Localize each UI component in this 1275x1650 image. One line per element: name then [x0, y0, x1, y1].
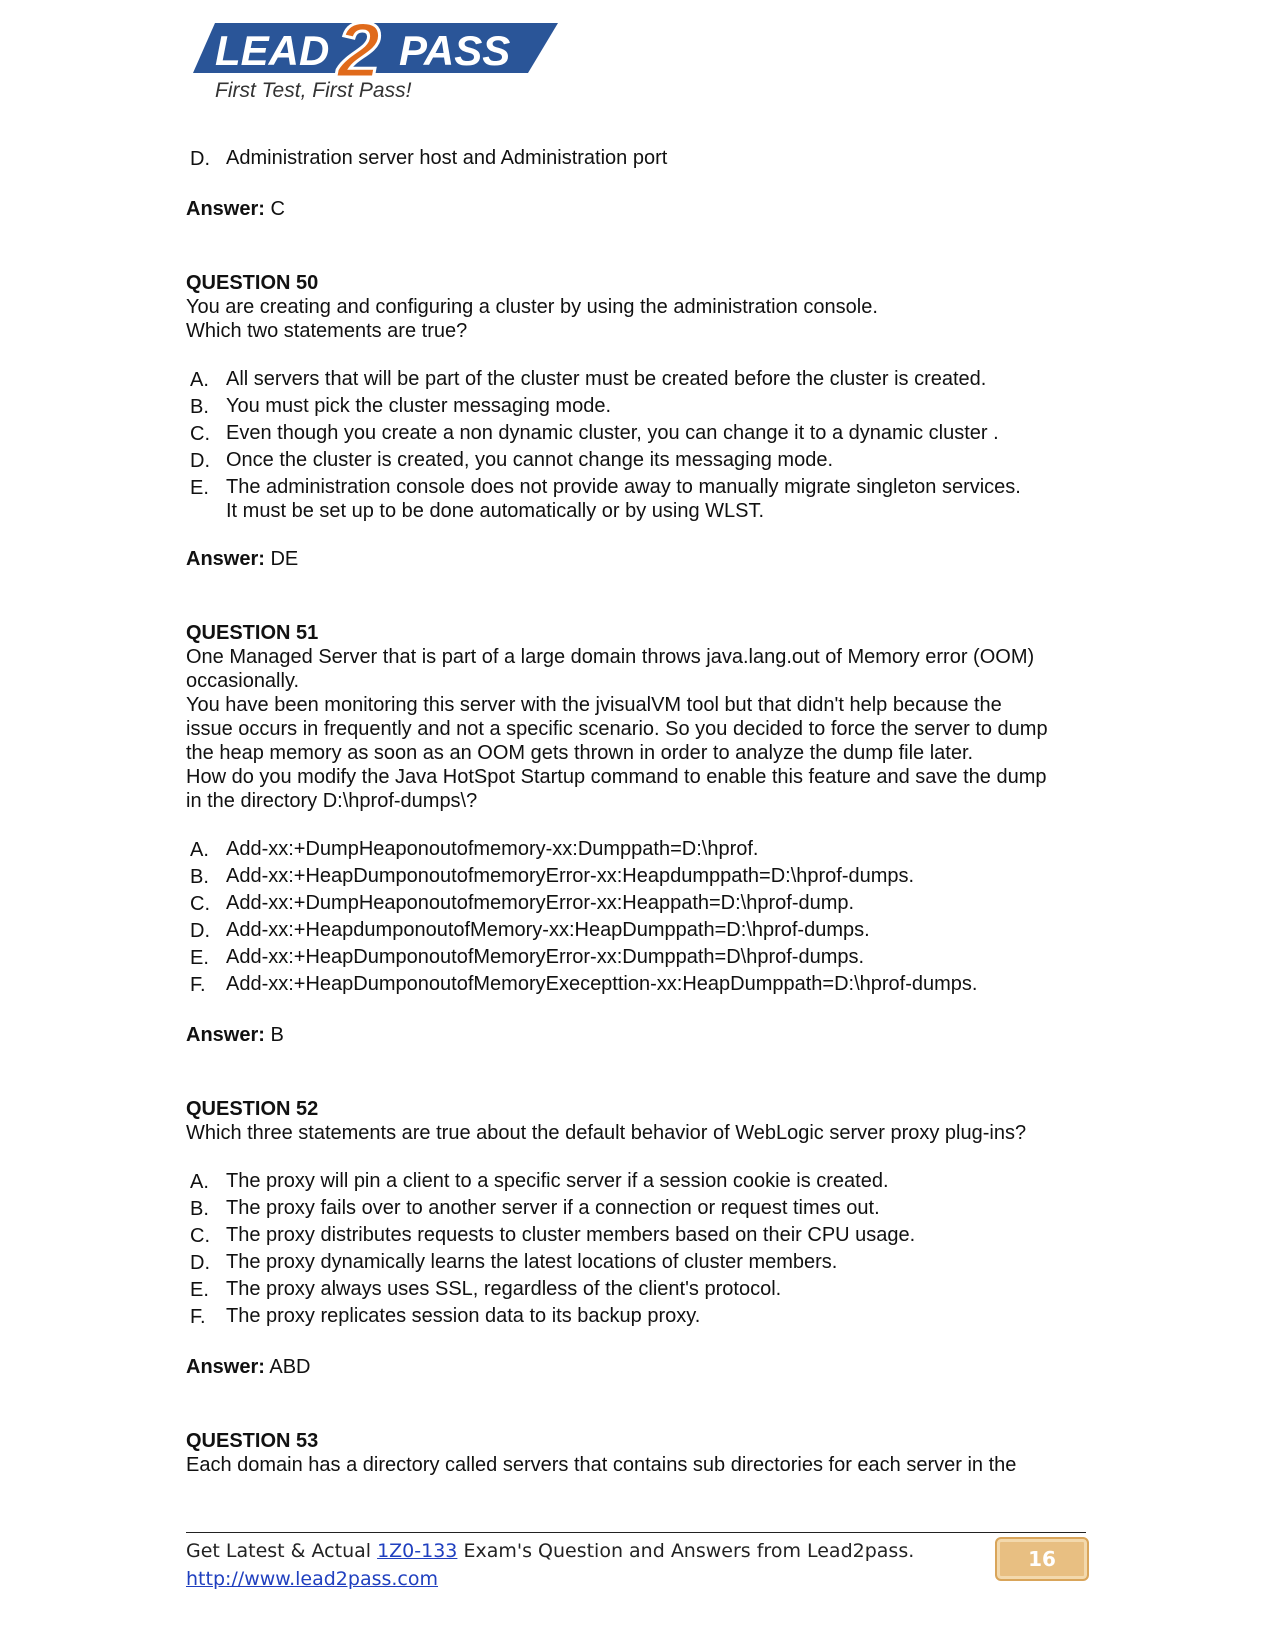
option-text — [226, 918, 1086, 945]
question-text-line: occasionally. — [186, 670, 300, 692]
option-letter: F. — [190, 974, 206, 996]
option-text-line: Add-xx:+HeapDumponoutofmemoryError-xx:Heapdumppath=D:\hprof-dumps. — [226, 865, 915, 887]
option-letter: E. — [190, 477, 209, 499]
option-letter: D. — [190, 148, 210, 170]
option-text-line: Add-xx:+DumpHeaponoutofmemory-xx:Dumppath=D:\hprof. — [226, 838, 759, 860]
logo-word-lead: LEAD — [215, 27, 330, 74]
option-letter: C. — [190, 423, 210, 445]
previous-question-tail — [186, 146, 1086, 221]
answer-option — [186, 448, 1086, 475]
option-letter: B. — [190, 396, 209, 418]
page-number-badge: 16 — [995, 1537, 1089, 1581]
document-body — [186, 146, 1086, 1477]
option-text — [226, 864, 1086, 891]
question-text-line: How do you modify the Java HotSpot Startup command to enable this feature and save the dump — [186, 766, 1047, 788]
option-text — [226, 146, 1086, 173]
option-letter: E. — [190, 947, 209, 969]
question-text-line: One Managed Server that is part of a large domain throws java.lang.out of Memory error (OOM) — [186, 646, 1035, 668]
website-link[interactable]: http://www.lead2pass.com — [186, 1568, 439, 1590]
option-text-line: The proxy dynamically learns the latest locations of cluster members. — [226, 1251, 838, 1273]
question-block — [186, 621, 1086, 1047]
footer-text-after: Exam's Question and Answers from Lead2pass. — [457, 1540, 915, 1562]
question-block — [186, 1429, 1086, 1477]
logo-digit-2: 2 — [337, 6, 381, 94]
option-text — [226, 394, 1086, 421]
option-text — [226, 421, 1086, 448]
option-text — [226, 837, 1086, 864]
answer-line — [186, 1355, 1086, 1379]
answer-value: ABD — [269, 1356, 311, 1378]
question-text-line: You have been monitoring this server with the jvisualVM tool but that didn't help because the — [186, 694, 1002, 716]
answer-options — [186, 146, 1086, 173]
page-footer — [186, 1537, 986, 1593]
option-text — [226, 891, 1086, 918]
answer-option — [186, 1223, 1086, 1250]
option-text-line: The administration console does not provide away to manually migrate singleton services. — [226, 476, 1021, 498]
answer-option — [186, 945, 1086, 972]
option-text-line: Add-xx:+HeapDumponoutofMemoryExecepttion-xx:HeapDumppath=D:\hprof-dumps. — [226, 973, 978, 995]
question-block — [186, 271, 1086, 571]
option-text — [226, 1277, 1086, 1304]
question-number: QUESTION 53 — [186, 1430, 319, 1452]
answer-line — [186, 1023, 1086, 1047]
option-letter: B. — [190, 866, 209, 888]
option-text — [226, 1196, 1086, 1223]
footer-line — [186, 1537, 986, 1565]
option-letter: F. — [190, 1306, 206, 1328]
option-text — [226, 1223, 1086, 1250]
answer-line — [186, 197, 1086, 221]
answer-label: Answer: — [186, 1024, 265, 1046]
answer-value: B — [270, 1024, 284, 1046]
option-text-line: Add-xx:+HeapDumponoutofMemoryError-xx:Dumppath=D\hprof-dumps. — [226, 946, 865, 968]
answer-option — [186, 1304, 1086, 1331]
question-text-line: You are creating and configuring a cluster by using the administration console. — [186, 296, 878, 318]
question-text-line: in the directory D:\hprof-dumps\? — [186, 790, 478, 812]
option-text — [226, 448, 1086, 475]
exam-code-link[interactable]: 1Z0-133 — [377, 1540, 458, 1562]
logo-word-pass: PASS — [399, 27, 511, 74]
option-text — [226, 945, 1086, 972]
answer-option — [186, 891, 1086, 918]
option-text — [226, 1250, 1086, 1277]
option-text-line: The proxy replicates session data to its backup proxy. — [226, 1305, 701, 1327]
option-letter: A. — [190, 1171, 209, 1193]
lead2pass-logo — [193, 5, 583, 115]
answer-options — [186, 1169, 1086, 1331]
answer-option — [186, 394, 1086, 421]
logo-tagline: First Test, First Pass! — [215, 79, 412, 102]
footer-divider — [186, 1532, 1086, 1533]
question-text-line: Which three statements are true about the default behavior of WebLogic server proxy plug-ins? — [186, 1122, 1027, 1144]
answer-option — [186, 972, 1086, 999]
question-number: QUESTION 51 — [186, 622, 319, 644]
question-text-line: Each domain has a directory called servers that contains sub directories for each server in the — [186, 1454, 1017, 1476]
answer-label: Answer: — [186, 1356, 265, 1378]
option-text-line: Once the cluster is created, you cannot change its messaging mode. — [226, 449, 834, 471]
answer-option — [186, 146, 1086, 173]
question-text-line: issue occurs in frequently and not a specific scenario. So you decided to force the server to dump — [186, 718, 1048, 740]
option-text-line: Add-xx:+HeapdumponoutofMemory-xx:HeapDumppath=D:\hprof-dumps. — [226, 919, 870, 941]
answer-option — [186, 837, 1086, 864]
answer-option — [186, 1277, 1086, 1304]
answer-option — [186, 1196, 1086, 1223]
option-letter: D. — [190, 450, 210, 472]
answer-label: Answer: — [186, 548, 265, 570]
answer-option — [186, 1250, 1086, 1277]
option-text-line: The proxy fails over to another server if a connection or request times out. — [226, 1197, 880, 1219]
question-number: QUESTION 52 — [186, 1098, 319, 1120]
option-text-line: Add-xx:+DumpHeaponoutofmemoryError-xx:Heappath=D:\hprof-dump. — [226, 892, 855, 914]
option-letter: E. — [190, 1279, 209, 1301]
option-letter: B. — [190, 1198, 209, 1220]
question-number: QUESTION 50 — [186, 272, 319, 294]
answer-option — [186, 475, 1086, 523]
option-text-line: All servers that will be part of the cluster must be created before the cluster is created. — [226, 368, 987, 390]
option-text-line: The proxy distributes requests to cluster members based on their CPU usage. — [226, 1224, 916, 1246]
option-text — [226, 972, 1086, 999]
option-letter: D. — [190, 1252, 210, 1274]
option-text — [226, 367, 1086, 394]
option-text — [226, 1304, 1086, 1331]
option-text-line: You must pick the cluster messaging mode. — [226, 395, 612, 417]
answer-options — [186, 837, 1086, 999]
answer-option — [186, 1169, 1086, 1196]
answer-option — [186, 918, 1086, 945]
option-letter: A. — [190, 839, 209, 861]
answer-options — [186, 367, 1086, 523]
option-text-line: The proxy will pin a client to a specific server if a session cookie is created. — [226, 1170, 889, 1192]
answer-option — [186, 421, 1086, 448]
question-text-line: Which two statements are true? — [186, 320, 468, 342]
option-text — [226, 475, 1086, 523]
option-letter: A. — [190, 369, 209, 391]
question-text-line: the heap memory as soon as an OOM gets thrown in order to analyze the dump file later. — [186, 742, 974, 764]
option-letter: D. — [190, 920, 210, 942]
option-text-line: The proxy always uses SSL, regardless of the client's protocol. — [226, 1278, 782, 1300]
answer-option — [186, 367, 1086, 394]
answer-value: C — [270, 198, 285, 220]
answer-line — [186, 547, 1086, 571]
answer-label: Answer: — [186, 198, 265, 220]
footer-text-before: Get Latest & Actual — [186, 1540, 378, 1562]
option-letter: C. — [190, 1225, 210, 1247]
option-text-line: Even though you create a non dynamic cluster, you can change it to a dynamic cluster . — [226, 422, 999, 444]
option-text — [226, 1169, 1086, 1196]
answer-value: DE — [270, 548, 299, 570]
option-text-line: Administration server host and Administration port — [226, 147, 668, 169]
question-block — [186, 1097, 1086, 1379]
answer-option — [186, 864, 1086, 891]
option-letter: C. — [190, 893, 210, 915]
option-text-line: It must be set up to be done automatically or by using WLST. — [226, 500, 765, 522]
